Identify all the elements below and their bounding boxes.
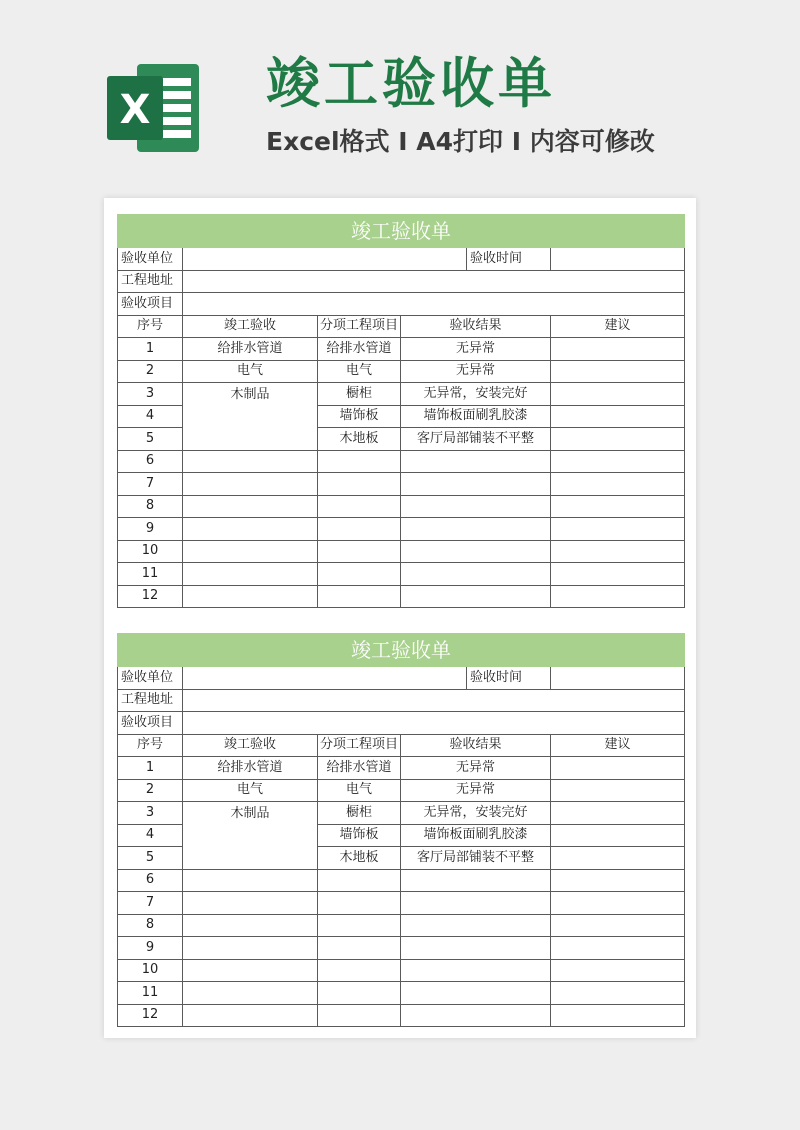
time-value[interactable] (551, 667, 685, 690)
row-item[interactable]: 木地板 (318, 428, 401, 451)
form-title: 竣工验收单 (118, 634, 685, 667)
column-header-row (118, 315, 685, 338)
row-advice[interactable] (551, 779, 685, 802)
row-result[interactable]: 客厅局部铺装不平整 (401, 428, 551, 451)
row-no: 5 (118, 847, 183, 870)
row-result[interactable] (401, 982, 551, 1005)
row-no: 9 (118, 518, 183, 541)
row-no: 8 (118, 495, 183, 518)
row-item[interactable] (318, 518, 401, 541)
row-result[interactable] (401, 473, 551, 496)
table-row (118, 518, 685, 541)
acceptance-form-1 (117, 214, 684, 608)
row-acceptance[interactable] (183, 937, 318, 960)
title-row (118, 634, 685, 667)
row-acceptance[interactable]: 电气 (183, 779, 318, 802)
row-result[interactable]: 无异常 (401, 757, 551, 780)
row-acceptance-merged[interactable]: 木制品 (183, 383, 318, 451)
row-result[interactable]: 无异常 (401, 360, 551, 383)
project-row (118, 712, 685, 735)
row-acceptance[interactable]: 电气 (183, 360, 318, 383)
row-item[interactable]: 木地板 (318, 847, 401, 870)
row-acceptance[interactable]: 给排水管道 (183, 757, 318, 780)
col-header-advice: 建议 (551, 315, 685, 338)
row-result[interactable] (401, 563, 551, 586)
row-no: 11 (118, 982, 183, 1005)
table-row (118, 563, 685, 586)
row-result[interactable] (401, 540, 551, 563)
row-item[interactable] (318, 959, 401, 982)
row-acceptance[interactable] (183, 563, 318, 586)
row-acceptance[interactable]: 给排水管道 (183, 338, 318, 361)
row-advice[interactable] (551, 473, 685, 496)
row-no: 2 (118, 779, 183, 802)
project-label: 验收项目 (118, 712, 183, 735)
row-advice[interactable] (551, 869, 685, 892)
row-item[interactable]: 墙饰板 (318, 824, 401, 847)
row-result[interactable] (401, 585, 551, 608)
row-acceptance[interactable] (183, 914, 318, 937)
address-row (118, 270, 685, 293)
row-acceptance[interactable] (183, 869, 318, 892)
address-label: 工程地址 (118, 270, 183, 293)
row-item[interactable] (318, 473, 401, 496)
row-item[interactable] (318, 585, 401, 608)
row-advice[interactable] (551, 959, 685, 982)
unit-label: 验收单位 (118, 667, 183, 690)
row-advice[interactable] (551, 428, 685, 451)
row-result[interactable]: 客厅局部铺装不平整 (401, 847, 551, 870)
col-header-item: 分项工程项目 (318, 315, 401, 338)
row-item[interactable]: 电气 (318, 360, 401, 383)
row-result[interactable]: 墙饰板面刷乳胶漆 (401, 405, 551, 428)
row-result[interactable] (401, 959, 551, 982)
table-row (118, 802, 685, 825)
row-advice[interactable] (551, 540, 685, 563)
table-row (118, 959, 685, 982)
col-header-result: 验收结果 (401, 315, 551, 338)
row-no: 10 (118, 959, 183, 982)
row-no: 9 (118, 937, 183, 960)
project-label: 验收项目 (118, 293, 183, 316)
project-value[interactable] (183, 293, 685, 316)
unit-value[interactable] (183, 248, 467, 271)
acceptance-table (117, 633, 685, 1027)
row-advice[interactable] (551, 892, 685, 915)
table-row (118, 473, 685, 496)
row-acceptance[interactable] (183, 473, 318, 496)
table-row (118, 869, 685, 892)
row-result[interactable]: 无异常 (401, 338, 551, 361)
row-no: 3 (118, 383, 183, 406)
row-result[interactable]: 无异常，安装完好 (401, 802, 551, 825)
row-advice[interactable] (551, 824, 685, 847)
row-item[interactable] (318, 892, 401, 915)
row-item[interactable]: 给排水管道 (318, 757, 401, 780)
row-no: 8 (118, 914, 183, 937)
row-no: 6 (118, 450, 183, 473)
row-advice[interactable] (551, 450, 685, 473)
row-acceptance[interactable] (183, 959, 318, 982)
row-result[interactable] (401, 450, 551, 473)
row-no: 2 (118, 360, 183, 383)
row-item[interactable]: 墙饰板 (318, 405, 401, 428)
row-acceptance[interactable] (183, 1004, 318, 1027)
row-advice[interactable] (551, 563, 685, 586)
row-advice[interactable] (551, 338, 685, 361)
address-row (118, 689, 685, 712)
row-result[interactable] (401, 518, 551, 541)
row-acceptance[interactable] (183, 585, 318, 608)
row-item[interactable]: 橱柜 (318, 383, 401, 406)
row-no: 7 (118, 892, 183, 915)
col-header-advice: 建议 (551, 734, 685, 757)
row-acceptance[interactable] (183, 982, 318, 1005)
row-acceptance-merged[interactable]: 木制品 (183, 802, 318, 870)
unit-label: 验收单位 (118, 248, 183, 271)
row-item[interactable] (318, 937, 401, 960)
row-advice[interactable] (551, 982, 685, 1005)
table-row (118, 383, 685, 406)
row-no: 10 (118, 540, 183, 563)
row-item[interactable] (318, 563, 401, 586)
address-value[interactable] (183, 270, 685, 293)
row-no: 5 (118, 428, 183, 451)
row-advice[interactable] (551, 360, 685, 383)
row-advice[interactable] (551, 1004, 685, 1027)
address-label: 工程地址 (118, 689, 183, 712)
table-row (118, 914, 685, 937)
row-no: 4 (118, 824, 183, 847)
row-item[interactable] (318, 495, 401, 518)
table-row (118, 360, 685, 383)
row-advice[interactable] (551, 914, 685, 937)
project-row (118, 293, 685, 316)
excel-logo-letter: X (119, 87, 151, 133)
row-advice[interactable] (551, 757, 685, 780)
row-no: 3 (118, 802, 183, 825)
col-header-acceptance: 竣工验收 (183, 315, 318, 338)
row-advice[interactable] (551, 585, 685, 608)
row-advice[interactable] (551, 937, 685, 960)
time-label: 验收时间 (467, 667, 551, 690)
page-title: 竣工验收单 (266, 52, 556, 115)
row-item[interactable]: 给排水管道 (318, 338, 401, 361)
col-header-no: 序号 (118, 734, 183, 757)
address-value[interactable] (183, 689, 685, 712)
row-no: 11 (118, 563, 183, 586)
column-header-row (118, 734, 685, 757)
row-advice[interactable] (551, 383, 685, 406)
row-result[interactable] (401, 937, 551, 960)
table-row (118, 779, 685, 802)
row-no: 12 (118, 585, 183, 608)
row-result[interactable] (401, 1004, 551, 1027)
row-result[interactable] (401, 869, 551, 892)
table-row (118, 892, 685, 915)
col-header-item: 分项工程项目 (318, 734, 401, 757)
row-item[interactable] (318, 914, 401, 937)
row-no: 1 (118, 338, 183, 361)
unit-value[interactable] (183, 667, 467, 690)
row-advice[interactable] (551, 518, 685, 541)
row-acceptance[interactable] (183, 495, 318, 518)
col-header-acceptance: 竣工验收 (183, 734, 318, 757)
row-advice[interactable] (551, 847, 685, 870)
table-row (118, 757, 685, 780)
table-row (118, 1004, 685, 1027)
row-item[interactable] (318, 540, 401, 563)
row-acceptance[interactable] (183, 892, 318, 915)
row-no: 12 (118, 1004, 183, 1027)
row-acceptance[interactable] (183, 518, 318, 541)
acceptance-form-2 (117, 633, 684, 1027)
row-result[interactable]: 无异常，安装完好 (401, 383, 551, 406)
acceptance-table (117, 214, 685, 608)
table-row (118, 937, 685, 960)
row-no: 7 (118, 473, 183, 496)
row-no: 6 (118, 869, 183, 892)
row-item[interactable] (318, 1004, 401, 1027)
row-item[interactable] (318, 450, 401, 473)
row-advice[interactable] (551, 802, 685, 825)
row-result[interactable] (401, 892, 551, 915)
table-row (118, 982, 685, 1005)
table-row (118, 450, 685, 473)
row-item[interactable]: 橱柜 (318, 802, 401, 825)
unit-row (118, 667, 685, 690)
row-result[interactable]: 墙饰板面刷乳胶漆 (401, 824, 551, 847)
row-no: 1 (118, 757, 183, 780)
row-acceptance[interactable] (183, 450, 318, 473)
row-result[interactable] (401, 495, 551, 518)
time-value[interactable] (551, 248, 685, 271)
row-result[interactable]: 无异常 (401, 779, 551, 802)
page-header (0, 0, 800, 190)
unit-row (118, 248, 685, 271)
row-item[interactable]: 电气 (318, 779, 401, 802)
excel-icon (103, 58, 203, 158)
col-header-no: 序号 (118, 315, 183, 338)
table-row (118, 540, 685, 563)
time-label: 验收时间 (467, 248, 551, 271)
row-item[interactable] (318, 869, 401, 892)
col-header-result: 验收结果 (401, 734, 551, 757)
table-row (118, 495, 685, 518)
row-advice[interactable] (551, 495, 685, 518)
row-advice[interactable] (551, 405, 685, 428)
form-title: 竣工验收单 (118, 215, 685, 248)
row-item[interactable] (318, 982, 401, 1005)
table-row (118, 585, 685, 608)
row-result[interactable] (401, 914, 551, 937)
page-subtitle: Excel格式 I A4打印 I 内容可修改 (266, 127, 655, 156)
title-row (118, 215, 685, 248)
project-value[interactable] (183, 712, 685, 735)
table-row (118, 338, 685, 361)
row-acceptance[interactable] (183, 540, 318, 563)
row-no: 4 (118, 405, 183, 428)
